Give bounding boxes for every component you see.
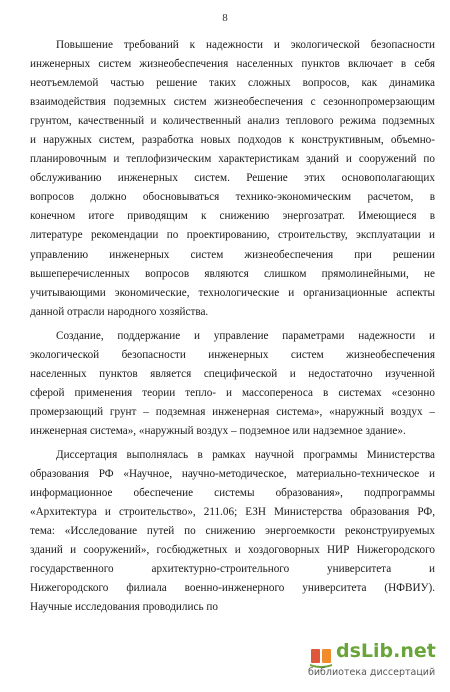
- text-line: учитывающими экономические, технологические и организационные аспекты: [30, 286, 435, 299]
- text-line: Повышение требований к надежности и экологической безопасности: [56, 39, 435, 51]
- text-line: неотъемлемой частью решение таких сложных вопросов, как динамика: [30, 77, 435, 90]
- text-line: конечном итоге приводящим к снижению энергозатрат. Имеющиеся в: [30, 210, 435, 223]
- page-number: 8: [222, 12, 228, 24]
- text-line: обслуживанию инженерных систем. Решение этих основополагающих: [30, 172, 435, 185]
- paragraph-2: [30, 327, 435, 441]
- text-line: вопросов должно обосновываться технико-экономическим расчетом, в: [30, 191, 435, 204]
- dslib-watermark[interactable]: [308, 640, 438, 684]
- text-line: населенных пунктов является специфической и недостаточно изученной: [30, 367, 435, 380]
- paragraph-1: [30, 36, 435, 322]
- text-line: Диссертация выполнялась в рамках научной программы Министерства: [56, 448, 435, 461]
- text-line: Создание, поддержание и управление параметрами надежности и: [56, 329, 435, 342]
- text-line: Нижегородского филиала военно-инженерного университета (НФВИУ).: [30, 582, 435, 595]
- text-line: зданий и сооружений», госбюджетных и хоздоговорных НИР Нижегородского: [30, 544, 435, 557]
- paragraph-3: [30, 446, 435, 617]
- text-line: «Архитектура и строительство», 211.06; ЕЗН Министерства образования РФ,: [30, 506, 435, 519]
- text-line: государственного архитектурно-строительного университета и: [30, 563, 435, 576]
- text-line: инженерных систем жизнеобеспечения населенных пунктов включает в себя: [30, 58, 435, 71]
- text-line: тема: «Исследование путей по снижению энергоемкости реконструируемых: [30, 525, 435, 538]
- text-line: информационное обеспечение системы образования», подпрограммы: [30, 487, 435, 500]
- watermark-title: dsLib.net: [336, 640, 436, 662]
- text-line: образования РФ «Научное, научно-методическое, материально-техническое и: [30, 468, 435, 481]
- text-line: инженерная система», «наружный воздух – подземное или надземное здание».: [30, 424, 406, 437]
- text-line: вышеперечисленных вопросов являются слишком прямолинейными, не: [30, 267, 435, 280]
- text-line: и наружных систем, разработка новых подходов к конструктивным, объемно-: [30, 134, 435, 147]
- watermark-subtitle: библиотека диссертаций: [308, 667, 436, 678]
- text-line: Научные исследования проводились по: [30, 601, 218, 614]
- text-line: взаимодействия подземных систем жизнеобеспечения с сезоннопромерзающим: [30, 96, 435, 109]
- text-line: литературе рекомендации по проектированию, строительству, эксплуатации и: [30, 229, 435, 242]
- text-line: данной отрасли народного хозяйства.: [30, 305, 209, 318]
- text-line: управлению инженерных систем жизнеобеспечения при решении: [30, 248, 435, 261]
- document-body: [30, 36, 435, 622]
- text-line: экологической безопасности инженерных систем жизнеобеспечения: [30, 348, 435, 361]
- text-line: грунтом, качественный и количественный анализ теплового режима подземных: [30, 115, 435, 128]
- text-line: сферой применения теории тепло- и массопереноса в системах «сезонно: [30, 386, 435, 399]
- text-line: промерзающий грунт – подземная инженерная система», «наружный воздух –: [30, 405, 435, 418]
- text-line: планировочным и теплофизическим характеристикам зданий и сооружений по: [30, 153, 435, 166]
